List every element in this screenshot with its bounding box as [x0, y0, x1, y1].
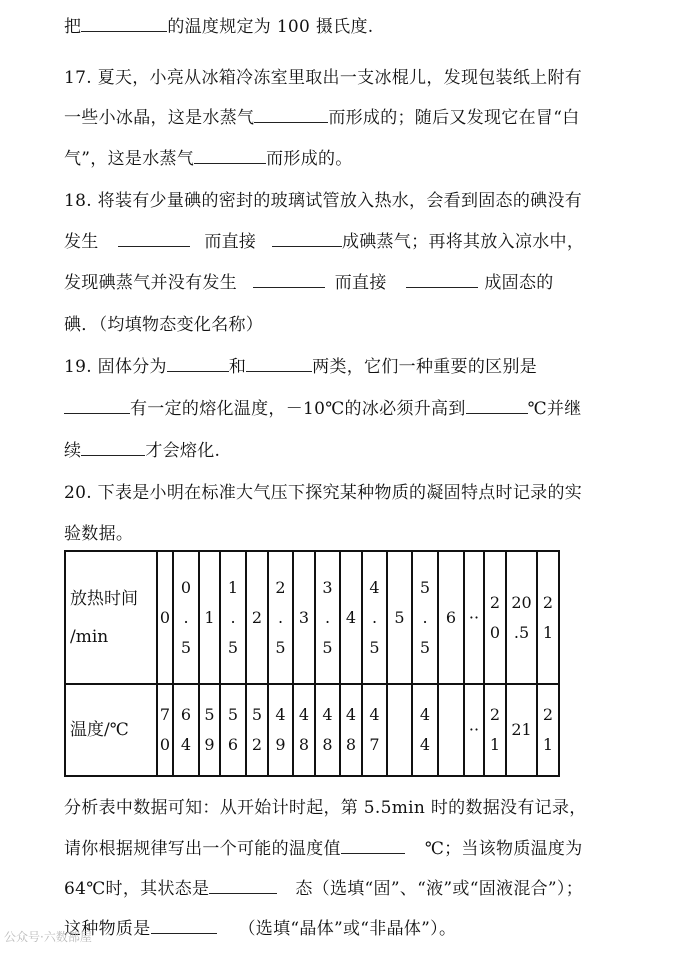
- cell-char: 4: [298, 705, 310, 724]
- answer-blank[interactable]: [253, 273, 325, 288]
- cell-char: 5: [180, 637, 192, 657]
- cell-char: 2: [489, 592, 501, 612]
- text: 20. 下表是小明在标准大气压下探究某种物质的凝固特点时记录的实: [64, 483, 583, 503]
- cell-char: .: [324, 607, 331, 627]
- answer-blank[interactable]: [64, 399, 130, 414]
- cell-char: 1: [542, 622, 554, 642]
- text: 分析表中数据可知：从开始计时起，第 5.5min 时的数据没有记录，: [64, 798, 587, 818]
- table-cell: [484, 684, 506, 776]
- answer-blank[interactable]: [466, 399, 528, 414]
- table-cell: [220, 551, 246, 684]
- cell-char: 9: [275, 735, 286, 754]
- table-cell: [268, 551, 293, 684]
- table-cell: [246, 684, 268, 776]
- answer-blank[interactable]: [254, 108, 328, 123]
- table-cell: [246, 551, 268, 684]
- cell-char: 4: [369, 577, 380, 597]
- answer-blank[interactable]: [81, 441, 145, 456]
- table-cell: [537, 551, 559, 684]
- table-cell: [438, 684, 464, 776]
- q18-line-1: [64, 186, 582, 211]
- text: ℃；当该物质温度为: [424, 839, 583, 859]
- text: 一些小冰晶，这是水蒸气: [64, 108, 255, 128]
- cell-char: 6: [445, 607, 457, 627]
- table-cell: [157, 684, 173, 776]
- cell-char: 1: [489, 735, 501, 754]
- text: 气”，这是水蒸气: [64, 149, 195, 169]
- q17-line-2: [64, 103, 580, 128]
- text: 成固态的: [484, 273, 554, 293]
- analysis-line-4: [64, 914, 456, 939]
- table-cell: [464, 551, 484, 684]
- q19-line-1: [64, 352, 537, 377]
- time-header-cell: [65, 551, 157, 684]
- cell-char: 4: [369, 705, 380, 724]
- text: ℃并继: [527, 399, 582, 419]
- text: 的温度规定为 100 摄氏度.: [167, 17, 374, 37]
- table-cell: [362, 551, 387, 684]
- text: （选填“晶体”或“非晶体”）。: [238, 919, 457, 939]
- time-header-line: /min: [70, 626, 109, 647]
- table-cell: [464, 684, 484, 776]
- q18-line-4: [64, 310, 263, 335]
- analysis-line-1: [64, 793, 587, 818]
- table-cell: [340, 684, 362, 776]
- cell-char: 5: [227, 705, 239, 724]
- table-cell: [173, 551, 199, 684]
- cell-char: 4: [275, 705, 286, 724]
- watermark: 公众号·六数部屋: [4, 930, 92, 944]
- cell-char: 5: [275, 637, 286, 657]
- text: 而直接: [204, 232, 257, 252]
- cell-char: 8: [298, 735, 310, 754]
- table-cell: [293, 684, 315, 776]
- cell-char: 20: [511, 592, 532, 612]
- table-cell: [199, 551, 220, 684]
- cell-char: .5: [513, 622, 530, 642]
- table-cell: [293, 551, 315, 684]
- table-cell: [199, 684, 220, 776]
- cell-char: 3: [322, 577, 333, 597]
- cell-char: 4: [419, 705, 431, 724]
- text: 发生: [64, 232, 99, 252]
- q17-line-1: [64, 63, 582, 88]
- cell-char: 2: [251, 607, 263, 627]
- table-cell: [387, 684, 412, 776]
- table-cell: [268, 684, 293, 776]
- q17-line-3: [64, 144, 353, 169]
- table-cell: [438, 551, 464, 684]
- text: 发现碘蒸气并没有发生: [64, 273, 237, 293]
- answer-blank[interactable]: [81, 17, 167, 32]
- cell-char: 2: [542, 705, 554, 724]
- text: 19. 固体分为: [64, 357, 167, 377]
- answer-blank[interactable]: [272, 232, 342, 247]
- table-cell: [506, 551, 537, 684]
- cell-char: ··: [468, 720, 480, 739]
- cell-char: 8: [322, 735, 333, 754]
- cell-char: .: [422, 607, 428, 627]
- answer-blank[interactable]: [209, 879, 277, 894]
- table-row: [65, 551, 559, 684]
- text: 17. 夏天，小亮从冰箱冷冻室里取出一支冰棍儿，发现包装纸上附有: [64, 68, 583, 88]
- text: 请你根据规律写出一个可能的温度值: [64, 839, 341, 859]
- table-cell: [340, 551, 362, 684]
- cell-char: 5: [227, 637, 239, 657]
- analysis-line-3: [64, 874, 583, 899]
- text: 才会熔化.: [145, 441, 221, 461]
- cell-char: 2: [489, 705, 501, 724]
- text: 有一定的熔化温度，－10℃的冰必须升高到: [130, 399, 466, 419]
- text: 这种物质是: [64, 919, 151, 939]
- line-1: [64, 12, 373, 37]
- answer-blank[interactable]: [341, 839, 405, 854]
- table-cell: [220, 684, 246, 776]
- q18-line-3: [64, 268, 554, 293]
- table-cell: [412, 551, 438, 684]
- table-cell: [315, 551, 340, 684]
- cell-char: 5: [251, 705, 263, 724]
- text: 而形成的。: [266, 149, 353, 169]
- text: 续: [64, 441, 82, 461]
- answer-blank[interactable]: [194, 149, 266, 164]
- table-cell: [157, 551, 173, 684]
- cell-char: 5: [204, 705, 215, 724]
- table-cell: [315, 684, 340, 776]
- cell-char: 5: [419, 577, 431, 597]
- answer-blank[interactable]: [118, 232, 190, 247]
- table-cell: [412, 684, 438, 776]
- answer-blank[interactable]: [151, 919, 217, 934]
- q20-line-2: [64, 519, 133, 544]
- text: 而直接: [334, 273, 387, 293]
- cell-char: ··: [468, 607, 480, 627]
- table-cell: [484, 551, 506, 684]
- cell-char: 8: [345, 735, 357, 754]
- cell-char: 6: [180, 705, 192, 724]
- table-cell: [387, 551, 412, 684]
- q18-line-2: [64, 227, 584, 252]
- cell-char: 1: [542, 735, 554, 754]
- cell-char: .: [277, 607, 284, 627]
- data-table: [64, 550, 560, 777]
- cell-char: 1: [204, 607, 215, 627]
- cell-char: 7: [159, 705, 171, 724]
- cell-char: 0: [489, 622, 501, 642]
- answer-blank[interactable]: [167, 357, 229, 372]
- cell-char: 5: [419, 637, 431, 657]
- cell-char: 4: [322, 705, 333, 724]
- cell-char: 1: [227, 577, 239, 597]
- answer-blank[interactable]: [406, 273, 478, 288]
- cell-char: .: [183, 607, 189, 627]
- text: 把: [64, 17, 82, 37]
- cell-char: 0: [159, 607, 171, 627]
- cell-char: 5: [369, 637, 380, 657]
- text: 验数据。: [64, 524, 134, 544]
- cell-char: 2: [542, 592, 554, 612]
- table-cell: [506, 684, 537, 776]
- text: 态（选填“固”、“液”或“固液混合”）；: [295, 879, 584, 899]
- text: 碘．（均填物态变化名称）: [64, 315, 264, 335]
- q19-line-3: [64, 436, 220, 461]
- cell-char: 4: [345, 705, 357, 724]
- q20-line-1: [64, 478, 582, 503]
- cell-char: 0: [180, 577, 192, 597]
- cell-char: 9: [204, 735, 215, 754]
- cell-char: 2: [251, 735, 263, 754]
- table-cell: [362, 684, 387, 776]
- cell-char: 4: [180, 735, 192, 754]
- table-row: [65, 684, 559, 776]
- time-header-line: 放热时间: [70, 588, 138, 609]
- cell-char: 4: [345, 607, 357, 627]
- cell-char: 0: [159, 735, 171, 754]
- temp-header-cell: 温度/℃: [65, 684, 157, 776]
- cell-char: 3: [298, 607, 310, 627]
- cell-char: 5: [394, 607, 405, 627]
- cell-char: 21: [511, 720, 532, 739]
- text: 64℃时，其状态是: [64, 879, 210, 899]
- analysis-line-2: [64, 834, 583, 859]
- cell-char: .: [371, 607, 378, 627]
- text: 两类，它们一种重要的区别是: [312, 357, 538, 377]
- cell-char: .: [230, 607, 236, 627]
- cell-char: 4: [419, 735, 431, 754]
- answer-blank[interactable]: [246, 357, 312, 372]
- cell-char: 2: [275, 577, 286, 597]
- table-cell: [537, 684, 559, 776]
- cell-char: 6: [227, 735, 239, 754]
- text: 成碘蒸气；再将其放入凉水中，: [341, 232, 585, 252]
- text: 和: [228, 357, 247, 377]
- table-cell: [173, 684, 199, 776]
- cell-char: 7: [369, 735, 380, 754]
- q19-line-2: [64, 394, 582, 419]
- cell-char: 5: [322, 637, 333, 657]
- text: 18. 将装有少量碘的密封的玻璃试管放入热水，会看到固态的碘没有: [64, 191, 583, 211]
- text: 而形成的；随后又发现它在冒“白: [328, 108, 580, 128]
